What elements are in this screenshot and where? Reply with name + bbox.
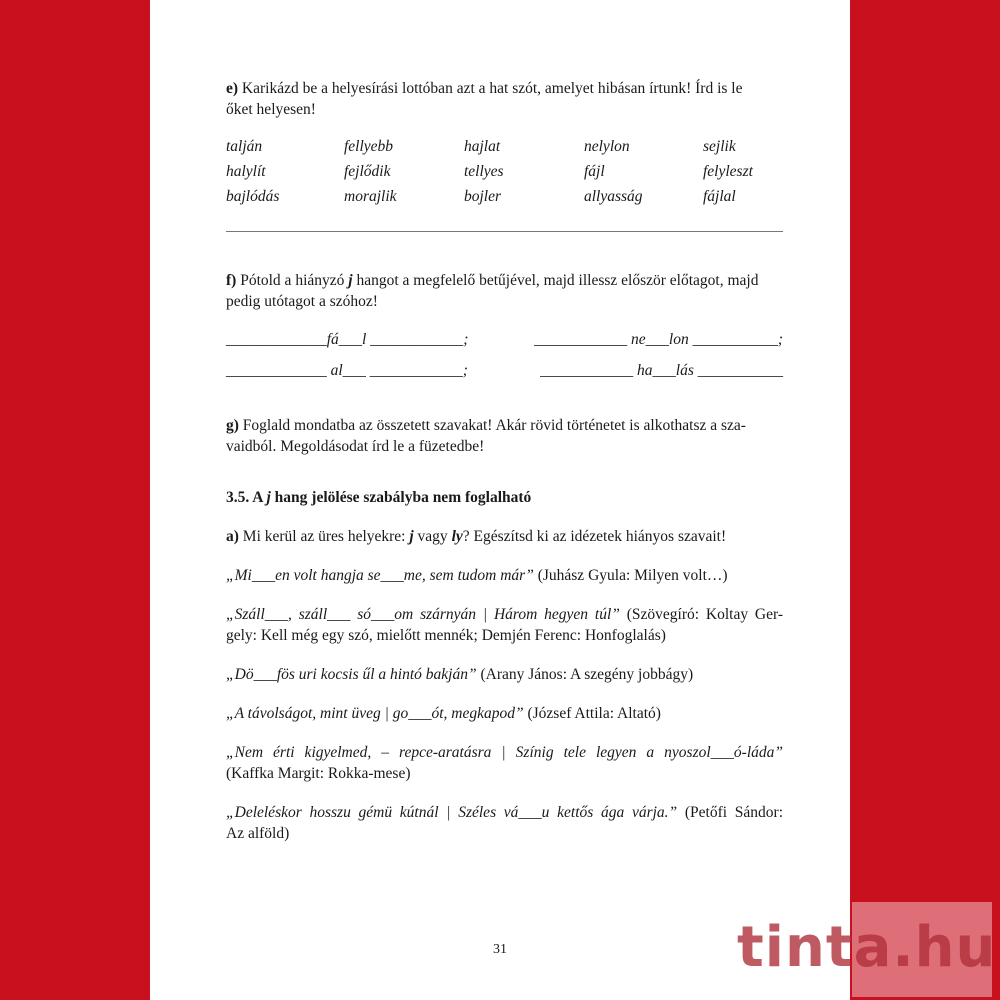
quote-source: gely: Kell még egy szó, mielőtt mennék; Demjén Ferenc: Honfoglalás) <box>226 627 666 644</box>
task-e-instruction <box>226 78 783 120</box>
task-e-text-2: őket helyesen! <box>226 101 316 118</box>
task-a-marker: a) <box>226 528 239 545</box>
quote-source: (Juhász Gyula: Milyen volt…) <box>533 567 728 584</box>
quote-text: „A távolságot, mint üveg | go___ót, megkapod” <box>226 705 524 722</box>
lotto-word: nelylon <box>584 138 630 155</box>
lotto-grid <box>226 136 783 207</box>
fill-row <box>226 329 783 350</box>
task-e-marker: e) <box>226 80 239 97</box>
quote-item <box>226 703 783 724</box>
lotto-word: allyasság <box>584 188 643 205</box>
quote-item <box>226 664 783 685</box>
task-e-text: Karikázd be a helyesírási lottóban azt a hat szót, amelyet hibásan írtunk! Írd is le <box>241 80 743 97</box>
lotto-word: bajlódás <box>226 188 280 205</box>
book-page <box>150 0 850 1000</box>
page-content <box>226 78 783 844</box>
fill-blank: _____________fá___l ____________; <box>226 331 469 348</box>
lotto-word: fájlal <box>703 188 736 205</box>
fill-rows <box>226 329 783 381</box>
lotto-word: bojler <box>464 188 502 205</box>
watermark-logo: tinta.hu <box>737 915 997 980</box>
quote-source: (Kaffka Margit: Rokka-mese) <box>226 765 411 782</box>
task-f-instruction: f) Pótold a hiányzó j hangot a megfelelő betűjével, majd illessz először előtagot, majd pedig utótagot a szóhoz! <box>226 272 759 310</box>
quote-item <box>226 742 783 784</box>
quote-item <box>226 802 783 844</box>
fill-row <box>226 360 783 381</box>
page-number: 31 <box>493 942 507 957</box>
quote-item <box>226 565 783 586</box>
answer-line <box>226 231 783 232</box>
quote-source: (Petőfi Sándor: <box>677 804 784 821</box>
quote-item <box>226 604 783 646</box>
quote-text: „Nem érti kigyelmed, – repce-aratásra | Színig tele legyen a nyoszol___ó-láda” <box>226 744 783 761</box>
fill-blank: ____________ ne___lon ___________; <box>534 331 783 348</box>
lotto-word: fellyebb <box>344 138 394 155</box>
quote-text: „Dö___fös uri kocsis űl a hintó bakján” <box>226 666 477 683</box>
lotto-word: sejlik <box>703 138 736 155</box>
task-a-instruction: a) Mi kerül az üres helyekre: j vagy ly? Egészítsd ki az idézetek hiányos szavait! <box>226 528 727 545</box>
quote-text: „Száll___, száll___ só___om szárnyán | Három hegyen túl” <box>226 606 620 623</box>
quote-text: „Mi___en volt hangja se___me, sem tudom már” <box>226 567 534 584</box>
lotto-word: halylít <box>226 163 266 180</box>
letter-j: j <box>266 489 271 506</box>
lotto-word: tellyes <box>464 163 504 180</box>
fill-blank: _____________ al___ ____________; <box>226 362 468 379</box>
quote-text: „Deleléskor hosszu gémü kútnál | Széles vá___u kettős ága várja.” <box>226 804 678 821</box>
quote-source: Az alföld) <box>226 825 290 842</box>
task-g-instruction: g) Foglald mondatba az összetett szavakat! Akár rövid történetet is alkothatsz a sza- vaidból. Megoldásodat írd le a füzetedbe! <box>226 417 746 455</box>
quote-source: (József Attila: Altató) <box>523 705 661 722</box>
section-heading: 3.5. A j hang jelölése szabályba nem foglalható <box>226 489 532 506</box>
lotto-word: talján <box>226 138 263 155</box>
lotto-word: fejlődik <box>344 163 391 180</box>
quote-source: (Arany János: A szegény jobbágy) <box>476 666 694 683</box>
quote-source: (Szövegíró: Koltay Ger- <box>619 606 784 623</box>
lotto-word: fájl <box>584 163 605 180</box>
lotto-word: felyleszt <box>703 163 753 180</box>
lotto-word: hajlat <box>464 138 501 155</box>
letter-j: j <box>348 272 353 289</box>
task-g-marker: g) <box>226 417 239 434</box>
lotto-word: morajlik <box>344 188 397 205</box>
fill-blank: ____________ ha___lás ___________ <box>540 362 783 379</box>
task-f-marker: f) <box>226 272 237 289</box>
